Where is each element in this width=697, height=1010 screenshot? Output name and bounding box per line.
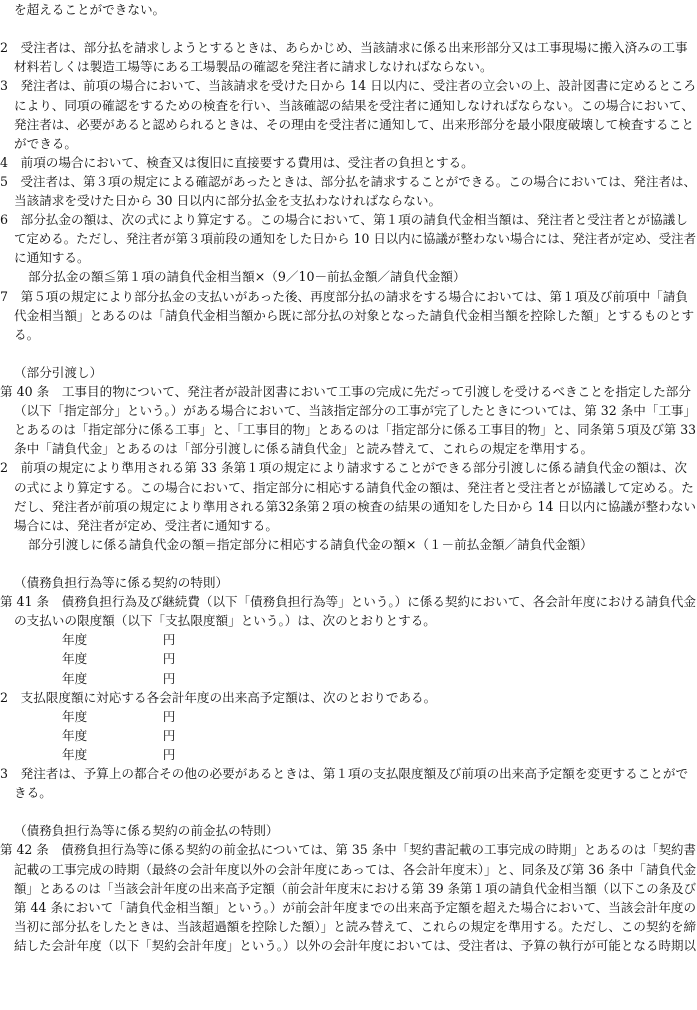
text-line: 発注者は、必要があると認められるときは、その理由を受注者に通知して、出来形部分を最小限度破壊して検査すること [14,116,694,132]
text-line: 年度 円 [62,651,176,667]
text-line: 7 第５項の規定により部分払金の支払いがあった後、再度部分払の請求をする場合においては、第１項及び前項中「請負 [0,288,688,304]
text-line: （部分引渡し） [14,364,103,380]
text-line: る。 [14,326,40,342]
text-line: 記載の工事完成の時期（最終の会計年度以外の会計年度にあっては、各会計年度末）」と、同条及び第 36 条中「請負代金 [14,861,696,877]
text-line: 年度 円 [62,708,176,724]
text-line: 結した会計年度（以下「契約会計年度」という。）以外の会計年度においては、受注者は、予算の執行が可能となる時期以 [14,937,696,953]
text-line: 場合には、発注者が定め、受注者に通知する。 [14,517,278,533]
text-line: 材料若しくは製造工場等にある工場製品の確認を発注者に請求しなければならない。 [14,59,493,75]
text-line: 部分払金の額≦第１項の請負代金相当額×（9／10－前払金額／請負代金額） [28,269,466,285]
text-line: 代金相当額」とあるのは「請負代金相当額から既に部分払の対象となった請負代金相当額を控除した額」とするものとす [14,307,695,323]
text-line: （債務負担行為等に係る契約の前金払の特則） [14,823,279,839]
text-line: とあるのは「指定部分に係る工事」と、「工事目的物」とあるのは「指定部分に係る工事目的物」と、同条第５項及び第 33 [14,422,696,438]
text-line: 4 前項の場合において、検査又は復旧に直接要する費用は、受注者の負担とする。 [0,154,474,170]
text-line: 3 発注者は、予算上の都合その他の必要があるときは、第１項の支払限度額及び前項の出来高予定額を変更することがで [0,766,689,781]
text-line: て定める。ただし、発注者が第３項前段の通知をした日から 10 日以内に協議が整わない場合には、発注者が定め、受注者 [14,231,696,247]
text-line: の支払いの限度額（以下「支払限度額」という。）は、次のとおりとする。 [14,613,436,629]
text-line: 部分引渡しに係る請負代金の額＝指定部分に相応する請負代金の額×（１－前払金額／請負代金額） [28,536,593,552]
text-line: 当該請求を受けた日から 30 日以内に部分払金を支払わなければならない。 [14,193,442,208]
text-line: 第 41 条 債務負担行為及び継続費（以下「債務負担行為等」という。）に係る契約において、各会計年度における請負代金 [0,594,696,610]
text-line: 2 受注者は、部分払を請求しようとするときは、あらかじめ、当該請求に係る出来形部分又は工事現場に搬入済みの工事 [0,40,688,56]
text-line: により、同項の確認をするための検査を行い、当該確認の結果を受注者に通知しなければならない。この場合において、 [14,97,694,113]
text-line: 5 受注者は、第３項の規定による確認があったときは、部分払を請求することができる。この場合においては、発注者は、 [0,173,696,189]
text-line: 第 40 条 工事目的物について、発注者が設計図書において工事の完成に先だって引渡しを受けるべきことを指定した部分 [0,384,691,399]
text-line: 2 前項の規定により準用される第 33 条第１項の規定により請求することができる部分引渡しに係る請負代金の額は、次 [0,460,687,476]
text-line: 年度 円 [62,746,176,762]
text-line: を超えることができない。 [14,2,166,17]
text-line: きる。 [14,785,52,801]
text-line: 当初に部分払をしたときは、当該超過額を控除した額）」と読み替えて、これらの規定を準用する。ただし、この契約を締 [14,918,696,934]
text-line: ができる。 [14,135,77,151]
text-line: 第 42 条 債務負担行為等に係る契約の前金払については、第 35 条中「契約書記載の工事完成の時期」とあるのは「契約書 [0,842,696,858]
text-line: 3 発注者は、前項の場合において、当該請求を受けた日から 14 日以内に、受注者の立会いの上、設計図書に定めるところ [0,78,696,94]
text-line: に通知する。 [14,250,90,266]
text-line: 条中「請負代金」とあるのは「部分引渡しに係る請負代金」と読み替えて、これらの規定を準用する。 [14,441,594,457]
text-line: 年度 円 [62,727,176,743]
text-line: 6 部分払金の額は、次の式により算定する。この場合において、第１項の請負代金相当額は、発注者と受注者とが協議し [0,212,688,228]
text-line: 額」とあるのは「当該会計年度の出来高予定額（前会計年度末における第 39 条第１項の請負代金相当額（以下この条及び [14,880,696,896]
text-line: 2 支払限度額に対応する各会計年度の出来高予定額は、次のとおりである。 [0,689,437,705]
text-line: 第 44 条において「請負代金相当額」という。）が前会計年度までの出来高予定額を超えた場合において、当該会計年度の [14,899,696,915]
text-line: の式により算定する。この場合において、指定部分に相応する請負代金の額は、発注者と受注者とが協議して定める。た [14,479,694,495]
text-line: （債務負担行為等に係る契約の特則） [14,575,229,590]
text-line: （以下「指定部分」という。）がある場合において、当該指定部分の工事が完了したときについては、第 32 条中「工事」 [14,403,696,419]
text-line: 年度 円 [62,670,176,686]
text-line: 年度 円 [62,632,176,648]
text-line: だし、発注者が前項の規定により準用される第32条第２項の検査の結果の通知をした日から 14 日以内に協議が整わない [14,498,696,514]
